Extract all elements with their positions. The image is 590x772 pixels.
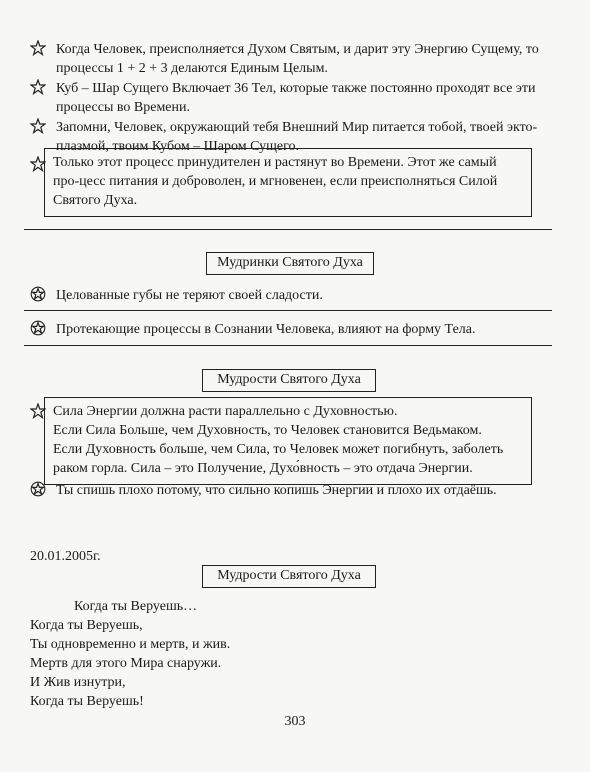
item-text: Целованные губы не теряют своей сладости.: [56, 288, 323, 303]
star-in-circle-icon: [30, 286, 46, 302]
bullet-text: Когда Человек, преисполняется Духом Святым, и дарит эту Энергию Сущему, то процессы 1 + 2 + 3 делаются Единым Целым.: [56, 42, 539, 76]
star-in-circle-icon: [30, 481, 46, 497]
poem-line: Мертв для этого Мира снаружи.: [30, 656, 222, 671]
bullet-text: Запомни, Человек, окружающий тебя Внешний Мир питается тобой, твоей экто-плазмой, твоим Кубом – Шаром Сущего.: [56, 120, 538, 154]
section-heading: Мудрости Святого Духа: [202, 565, 376, 588]
divider: [24, 229, 552, 230]
divider: [24, 310, 552, 311]
bullet-text: Куб – Шар Сущего Включает 36 Тел, которые также постоянно проходят все эти процессы во Времени.: [56, 81, 536, 115]
star-outline-icon: [30, 79, 46, 95]
star-in-circle-icon: [30, 320, 46, 336]
poem-line: И Жив изнутри,: [30, 675, 126, 690]
boxed-line: Сила Энергии должна расти параллельно с Духовностью.: [53, 404, 398, 419]
boxed-note: Только этот процесс принудителен и растянут во Времени. Этот же самый про-цесс питания и доброволен, и мгновенен, если преисполняться Силой Святого Духа.: [44, 148, 532, 217]
section-heading: Мудрости Святого Духа: [202, 369, 376, 392]
boxed-line: раком горла. Сила – это Получение, Духо́вность – это отдача Энергии.: [53, 461, 473, 476]
page-number: 303: [284, 714, 306, 729]
divider: [24, 345, 552, 346]
item-text: Протекающие процессы в Сознании Человека, влияют на форму Тела.: [56, 322, 476, 337]
section-heading: Мудринки Святого Духа: [206, 252, 374, 275]
poem-line: Ты одновременно и мертв, и жив.: [30, 637, 231, 652]
boxed-line: Если Сила Больше, чем Духовность, то Человек становится Ведьмаком.: [53, 423, 482, 438]
boxed-line: Если Духовность больше, чем Сила, то Человек может погибнуть, заболеть: [53, 442, 504, 457]
poem-line: Когда ты Веруешь…: [74, 599, 198, 614]
star-outline-icon: [30, 118, 46, 134]
poem-line: Когда ты Веруешь,: [30, 618, 143, 633]
star-outline-icon: [30, 40, 46, 56]
poem: [30, 597, 230, 711]
poem-line: Когда ты Веруешь!: [30, 694, 144, 709]
date: 20.01.2005г.: [30, 549, 101, 564]
item-text: Ты спишь плохо потому, что сильно копишь Энергии и плохо их отдаёшь.: [56, 483, 497, 498]
boxed-wisdom: [44, 397, 532, 485]
